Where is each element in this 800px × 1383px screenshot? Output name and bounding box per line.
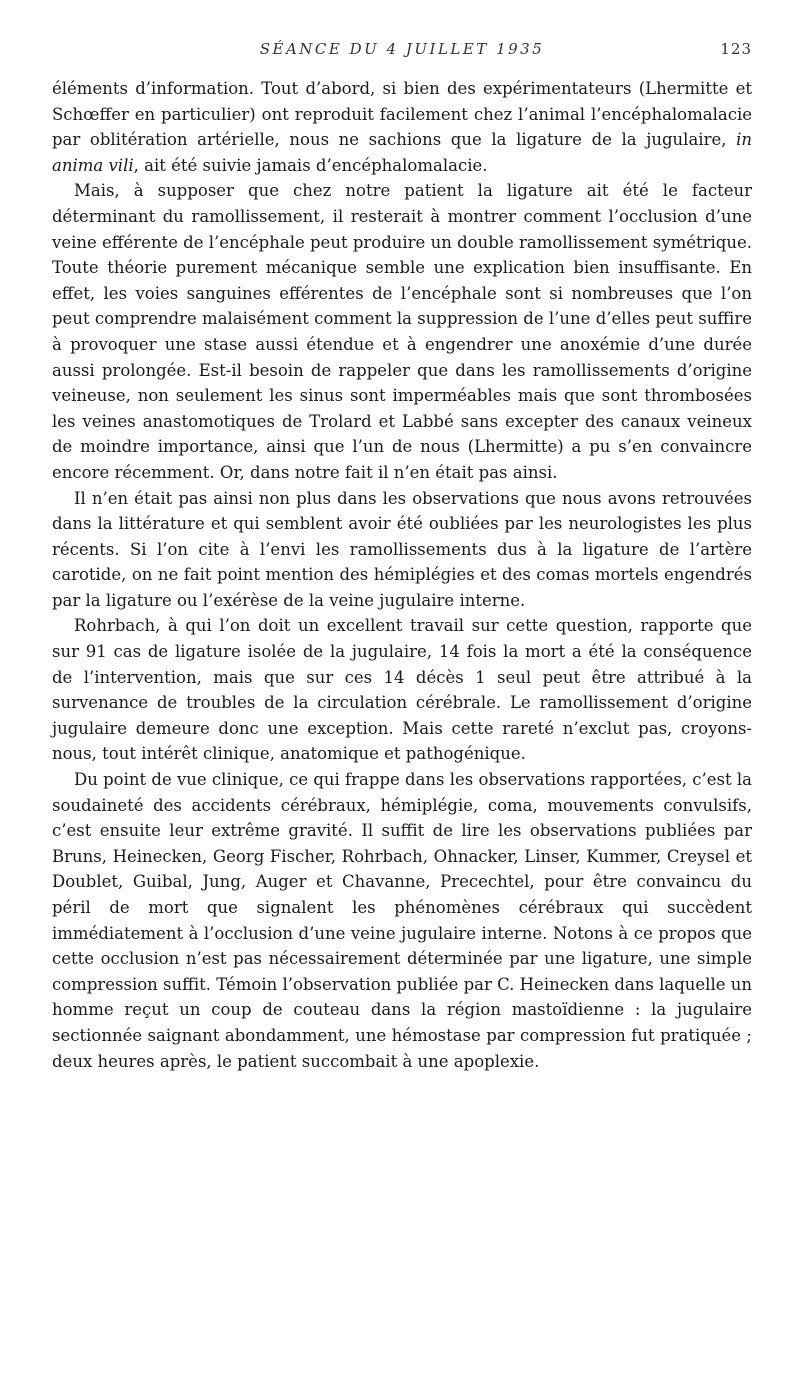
paragraph-2 [52, 178, 752, 485]
paragraph-5 [52, 767, 752, 1074]
italic-latin-phrase: in anima vili [52, 130, 752, 175]
journal-page [52, 40, 752, 1074]
running-title: SÉANCE DU 4 JUILLET 1935 [259, 40, 545, 58]
paragraph-3 [52, 486, 752, 614]
paragraph-4 [52, 613, 752, 767]
paragraph-text: Du point de vue clinique, ce qui frappe dans les observations rapportées, c’est la soudaineté des accidents cérébraux, hémiplégie, coma, mouvements convulsifs, c’est ensuite leur extrême gravité. Il suffit de lire les observations publiées par Bruns, Heinecken, Georg Fischer, Rohrbach, Ohnacker, Linser, Kummer, Creysel et Doublet, Guibal, Jung, Auger et Chavanne, Precechtel, pour être convaincu du péril de mort que signalent les phénomènes cérébraux qui succèdent immédiatement à l’occlusion d’une veine jugulaire interne. Notons à ce propos que cette occlusion n’est pas nécessairement déterminée par une ligature, une simple compression suffit. Témoin l’observation publiée par C. Heinecken dans laquelle un homme reçut un coup de couteau dans la région mastoïdienne : la jugulaire sectionnée saignant abondamment, une hémostase par compression fut pratiquée ; deux heures après, le patient succombait à une apoplexie. [52, 770, 752, 1071]
paragraph-text: éléments d’information. Tout d’abord, si bien des expérimentateurs (Lhermitte et Schœffer en particulier) ont reproduit facilement chez l’animal l’encéphalomalacie par oblitération artérielle, nous ne sachions que la ligature de la jugulaire, [52, 79, 752, 150]
running-head [52, 40, 752, 68]
paragraph-text: Mais, à supposer que chez notre patient la ligature ait été le facteur déterminant du ramollissement, il resterait à montrer comment l’occlusion d’une veine efférente de l’encéphale peut produire un double ramollissement symétrique. Toute théorie purement mécanique semble une explication bien insuffisante. En effet, les voies sanguines efférentes de l’encéphale sont si nombreuses que l’on peut comprendre malaisément comment la suppression de l’une d’elles peut suffire à provoquer une stase aussi étendue et à engendrer une anoxémie d’une durée aussi prolongée. Est-il besoin de rappeler que dans les ramollissements d’origine veineuse, non seulement les sinus sont imperméables mais que sont thrombosées les veines anastomotiques de Trolard et Labbé sans excepter des canaux veineux de moindre importance, ainsi que l’un de nous (Lhermitte) a pu s’en convaincre encore récemment. Or, dans notre fait il n’en était pas ainsi. [52, 181, 752, 482]
paragraph-text: , ait été suivie jamais d’encéphalomalacie. [133, 155, 488, 175]
paragraph-text: Il n’en était pas ainsi non plus dans les observations que nous avons retrouvées dans la littérature et qui semblent avoir été oubliées par les neurologistes les plus récents. Si l’on cite à l’envi les ramollissements dus à la ligature de l’artère carotide, on ne fait point mention des hémiplégies et des comas mortels engendrés par la ligature ou l’exérèse de la veine jugulaire interne. [52, 488, 752, 610]
page-number: 123 [720, 40, 752, 58]
article-body [52, 76, 752, 1074]
paragraph-text: Rohrbach, à qui l’on doit un excellent travail sur cette question, rapporte que sur 91 cas de ligature isolée de la jugulaire, 14 fois la mort a été la conséquence de l’intervention, mais que sur ces 14 décès 1 seul peut être attribué à la survenance de troubles de la circulation cérébrale. Le ramollissement d’origine jugulaire demeure donc une exception. Mais cette rareté n’exclut pas, croyons-nous, tout intérêt clinique, anatomique et pathogénique. [52, 616, 752, 764]
paragraph-1 [52, 76, 752, 178]
